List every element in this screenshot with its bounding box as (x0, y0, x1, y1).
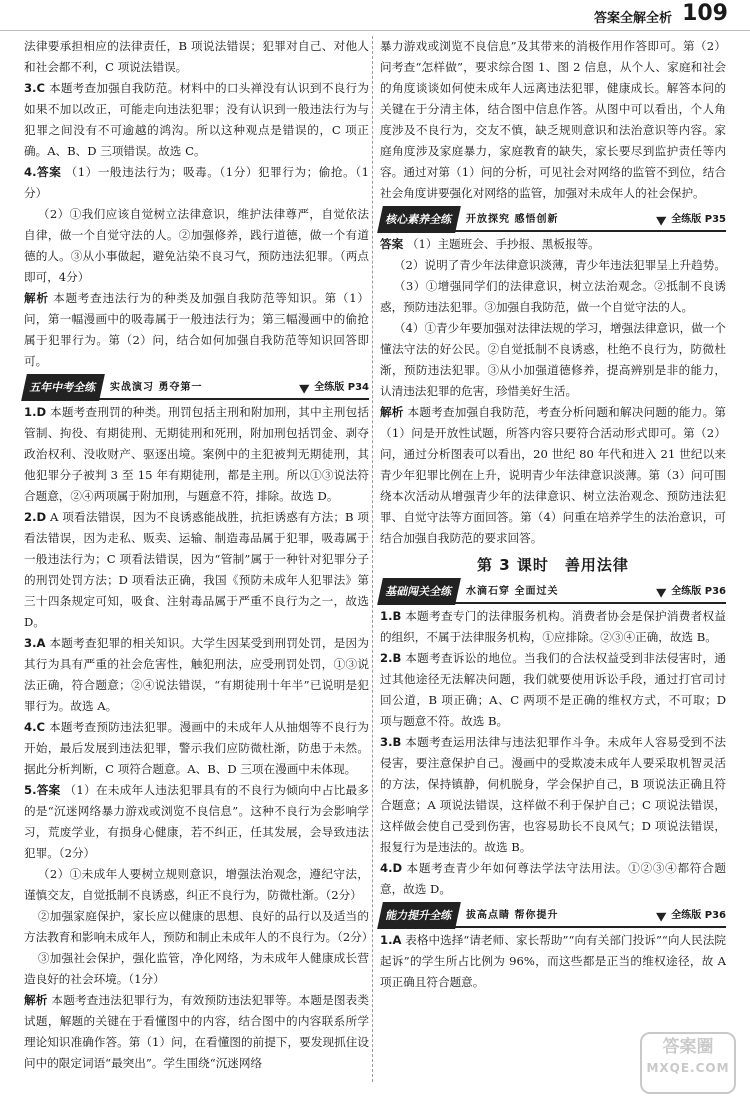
answer-item-5-part4: ③加强社会保护，强化监管，净化网络，为未成年人健康成长营造良好的社会环境。（1分） (24, 951, 369, 986)
banner-slogan: 水滴石穿 全面过关 (466, 585, 559, 597)
section-banner-exam (24, 376, 369, 400)
pen-icon (656, 212, 669, 225)
answer-item-3c (24, 78, 369, 162)
item-number: 4.答案 (24, 165, 62, 179)
banner-slogan: 拔高点睛 帮你提升 (466, 909, 559, 921)
banner-tag: 基础闯关全练 (377, 578, 461, 605)
watermark-url: MXQE.COM (646, 1061, 730, 1075)
analysis-text: 本题考查违法犯罪行为，有效预防违法犯罪等。本题是图表类试题，解题的关键在于看懂图中的内容，结合图中的内容联系所学理论知识准确作答。第（1）问，在看懂图的前提下，要发现抓住设问中的限定词语“最突出”。学生围绕“沉迷网络 (24, 993, 369, 1070)
site-watermark (640, 1032, 736, 1094)
banner-slogan: 实战演习 勇夺第一 (110, 381, 203, 393)
left-column (24, 36, 374, 1074)
item-text: A 项看法错误，因为不良诱惑能战胜，抗拒诱惑有方法；B 项看法错误，因为走私、贩卖、运输、制造毒品属于犯罪，吸毒属于一般违法行为；C 项看法错误，因为“管制”属于一种针对犯罪分子的刑罚处罚方法；D 项看法正确，我国《预防未成年人犯罪法》第三十四条规定可知，吸食、注射毒品属于严重不良行为之一，故选 D。 (24, 510, 370, 629)
banner-ref: 全练版 P34 (301, 377, 369, 398)
answer-ability-1: 1.A 表格中选择“请老师、家长帮助”“向有关部门投诉”“向人民法院起诉”的学生所占比例为 96%，而这些都是正当的维权途径，故 A 项正确且符合题意。 (380, 933, 727, 989)
answer-continuation: 法律要承担相应的法律责任，B 项说法错误；犯罪对自己、对他人和社会都不利，C 项说法错误。 (24, 39, 369, 74)
analysis-item-5 (24, 990, 369, 1074)
answer-item-5: 5.答案 （1）在未成年人违法犯罪具有的不良行为倾向中占比最多的是“沉迷网络暴力游戏或浏览不良信息”。这种不良行为会影响学习，荒废学业，有损身心健康，若不纠正，任其发展，会导致违法犯罪。（2分） (24, 783, 369, 860)
answer-basic-3: 3.B 本题考查运用法律与违法犯罪作斗争。未成年人容易受到不法侵害，要注意保护自己。漫画中的受欺凌未成年人要采取机智灵活的方法，保持镇静，伺机脱身，学会保护自己，B 项说法正确且符合题意；A 项说法错误，这样做不利于保护自己；C 项说法错误，这样做会使自己受到伤害，也容易助长不良风气；D 项说法错误，报复行为是违法的。故选 B。 (380, 735, 726, 854)
pen-icon (299, 380, 312, 393)
answer-label: 答案 (380, 237, 404, 251)
analysis-item-4 (24, 288, 369, 372)
page-number: 109 (682, 1, 728, 26)
answer-basic-4: 4.D 本题考查青少年如何尊法学法守法用法。①②③④都符合题意，故选 D。 (380, 861, 726, 896)
item-text: 本题考查专门的法律服务机构。消费者协会是保护消费者权益的组织，不属于法律服务机构，①应排除。②③④正确，故选 B。 (380, 609, 726, 644)
item-text: 本题考查预防违法犯罪。漫画中的未成年人从抽烟等不良行为开始，最后发展到违法犯罪，警示我们应防微杜渐，防患于未然。据此分析判断，C 项符合题意。A、B、D 三项在漫画中未体现。 (24, 720, 369, 776)
item-text: （1）在未成年人违法犯罪具有的不良行为倾向中占比最多的是“沉迷网络暴力游戏或浏览不良信息”。这种不良行为会影响学习，荒废学业，有损身心健康，若不纠正，任其发展，会导致违法犯罪。（2分） (24, 783, 369, 860)
answer-item-5-part2: （2）①未成年人要树立规则意识，增强法治观念，遵纪守法，谨慎交友，自觉抵制不良诱惑，纠正不良行为，防微杜渐。（2分） (24, 867, 369, 902)
answer-item-1d: 1.D 本题考查刑罚的种类。刑罚包括主刑和附加刑，其中主刑包括管制、拘役、有期徒刑、无期徒刑和死刑，附加刑包括罚金、剥夺政治权利、没收财产、驱逐出境。案例中的主犯被判无期徒刑，其他犯罪分子被判 3 至 15 年有期徒刑，都是主刑。所以①③说法符合题意，②④两项属于附加刑，与题意不符，排除。故选 D。 (24, 405, 369, 503)
banner-tag: 五年中考全练 (21, 374, 105, 401)
page-header (0, 0, 750, 31)
banner-ref: 全练版 P36 (658, 905, 726, 926)
banner-tag: 核心素养全练 (377, 206, 461, 233)
banner-ref: 全练版 P35 (658, 209, 726, 230)
analysis-label: 解析 (24, 291, 49, 305)
answer-core-2: （2）说明了青少年法律意识淡薄，青少年违法犯罪呈上升趋势。 (393, 258, 726, 272)
answer-core-1 (380, 234, 726, 255)
column-divider (372, 36, 373, 1082)
analysis-core (380, 402, 726, 549)
item-text: 本题考查犯罪的相关知识。大学生因某受到刑罚处罚，是因为其行为具有严重的社会危害性，触犯刑法，应受刑罚处罚，①③说法正确，符合题意；②④说法错误，“有期徒刑十年半”已说明是犯罪行为。故选 A。 (24, 636, 369, 713)
answer-item-4 (24, 162, 369, 204)
answer-item-2d: 2.D A 项看法错误，因为不良诱惑能战胜，抗拒诱惑有方法；B 项看法错误，因为走私、贩卖、运输、制造毒品属于犯罪，吸毒属于一般违法行为；C 项看法错误，因为“管制”属于一种针对犯罪分子的刑罚处罚方法；D 项看法正确，我国《预防未成年人犯罪法》第三十四条规定可知，吸食、注射毒品属于严重不良行为之一，故选 D。 (24, 510, 370, 629)
analysis-text: 本题考查加强自我防范，考查分析问题和解决问题的能力。第（1）问是开放性试题，所答内容只要符合活动形式即可。第（2）问，通过分析图表可以看出，20 世纪 80 年代和进入 21 世纪以来青少年犯罪比例在上升，说明青少年法律意识淡薄。第（3）问可围绕本次活动从增强青少年的法律意识、树立法治观念、预防违法犯罪、自觉守法等方面回答。第（4）问重在培养学生的法治意识，可结合加强自我防范的要求回答。 (380, 405, 726, 545)
analysis-label: 解析 (24, 993, 48, 1007)
watermark-logo-text: 答案圈 (662, 1037, 714, 1057)
answer-item-4-part2: （2）①我们应该自觉树立法律意识，维护法律尊严，自觉依法自律，做一个自觉守法的人。②加强修养，践行道德，做一个有道德的人。③从小事做起，避免沾染不良习气，预防违法犯罪。（两点即可，4分） (24, 207, 369, 284)
analysis-text: 本题考查违法行为的种类及加强自我防范等知识。第（1）问，第一幅漫画中的吸毒属于一般违法行为；第三幅漫画中的偷抢属于犯罪行为。第（2）问，结合如何加强自我防范等知识回答即可。 (24, 291, 369, 368)
item-text: 本题考查诉讼的地位。当我们的合法权益受到非法侵害时，通过其他途径无法解决问题，我们就要使用诉讼手段，通过打官司讨回公道，B 项正确；A、C 两项不是正确的维权方式，不可取；D 项与题意不符。故选 B。 (380, 651, 726, 728)
item-text: （1）主题班会、手抄报、黑板报等。 (406, 237, 600, 251)
answer-core-3: （3）①增强同学们的法律意识，树立法治观念。②抵制不良诱惑，预防违法犯罪。③加强自我防范，做一个自觉守法的人。 (380, 279, 726, 314)
banner-slogan: 开放探究 感悟创新 (466, 213, 559, 225)
section-banner-basic (380, 580, 726, 604)
item-text: 本题考查运用法律与违法犯罪作斗争。未成年人容易受到不法侵害，要注意保护自己。漫画中的受欺凌未成年人要采取机智灵活的方法，保持镇静，伺机脱身，学会保护自己，B 项说法正确且符合题意；A 项说法错误，这样做不利于保护自己；C 项说法错误，这样做会使自己受到伤害，也容易助长不良风气；D 项说法错误，报复行为是违法的。故选 B。 (380, 735, 726, 854)
item-text: 表格中选择“请老师、家长帮助”“向有关部门投诉”“向人民法院起诉”的学生所占比例为 96%，而这些都是正当的维权途径，故 A 项正确且符合题意。 (380, 933, 727, 989)
item-text: 本题考查刑罚的种类。刑罚包括主刑和附加刑，其中主刑包括管制、拘役、有期徒刑、无期徒刑和死刑，附加刑包括罚金、剥夺政治权利、没收财产、驱逐出境。案例中的主犯被判无期徒刑，其他犯罪分子被判 3 至 15 年有期徒刑，都是主刑。所以①③说法符合题意，②④两项属于附加刑，与题意不符，排除。故选 D。 (24, 405, 369, 503)
answer-basic-1: 1.B 本题考查专门的法律服务机构。消费者协会是保护消费者权益的组织，不属于法律服务机构，①应排除。②③④正确，故选 B。 (380, 609, 726, 644)
banner-tag: 能力提升全练 (377, 902, 461, 929)
right-column (380, 36, 726, 993)
answer-item-5-part3: ②加强家庭保护，家长应以健康的思想、良好的品行以及适当的方法教育和影响未成年人，预防和制止未成年人的不良行为。（2分） (24, 909, 374, 944)
item-text: 本题考查青少年如何尊法学法守法用法。①②③④都符合题意，故选 D。 (380, 861, 726, 896)
pen-icon (656, 908, 669, 921)
answer-core-4: （4）①青少年要加强对法律法规的学习，增强法律意识，做一个懂法守法的好公民。②自觉抵制不良诱惑，杜绝不良行为，防微杜渐，预防违法犯罪。③从小加强道德修养，提高辨别是非的能力，认清违法犯罪的危害，珍惜美好生活。 (380, 321, 726, 398)
item-text: （1）一般违法行为；吸毒。（1分）犯罪行为；偷抢。（1分） (24, 165, 370, 200)
section-banner-core (380, 208, 726, 232)
answer-basic-2: 2.B 本题考查诉讼的地位。当我们的合法权益受到非法侵害时，通过其他途径无法解决问题，我们就要使用诉讼手段，通过打官司讨回公道，B 项正确；A、C 两项不是正确的维权方式，不可取；D 项与题意不符。故选 B。 (380, 651, 726, 728)
analysis-label: 解析 (380, 405, 404, 419)
item-text: 本题考查加强自我防范。材料中的口头禅没有认识到不良行为如果不加以改正，可能走向违法犯罪；没有认识到一般违法行为与犯罪之间没有不可逾越的鸿沟。所以这种观点是错误的，C 项正确。A、B、D 三项错误。故选 C。 (24, 81, 369, 158)
banner-ref: 全练版 P36 (658, 581, 726, 602)
section-banner-ability (380, 904, 726, 928)
pen-icon (656, 584, 669, 597)
analysis-continuation: 暴力游戏或浏览不良信息”及其带来的消极作用作答即可。第（2）问考查“怎样做”，要求综合图 1、图 2 信息，从个人、家庭和社会的角度谈谈如何使未成年人远离违法犯罪，健康成长。解答本问的关键在于分清主体，结合图中信息作答。从图中可以看出，个人角度涉及不良行为，交友不慎，缺乏规则意识和法治意识等内容。家庭角度涉及家庭暴力，家庭教育的缺失，家长要尽到监护责任等内容。通过对第（1）问的分析，可见社会对网络的监管不到位，结合社会角度讲要强化对网络的监管，加强对未成年人的社会保护。 (380, 39, 726, 200)
answer-item-3a: 3.A 本题考查犯罪的相关知识。大学生因某受到刑罚处罚，是因为其行为具有严重的社会危害性，触犯刑法，应受刑罚处罚，①③说法正确，符合题意；②④说法错误，“有期徒刑十年半”已说明是犯罪行为。故选 A。 (24, 636, 369, 713)
answer-item-4c: 4.C 本题考查预防违法犯罪。漫画中的未成年人从抽烟等不良行为开始，最后发展到违法犯罪，警示我们应防微杜渐，防患于未然。据此分析判断，C 项符合题意。A、B、D 三项在漫画中未体现。 (24, 720, 369, 776)
item-number: 3.C (24, 81, 45, 95)
header-title: 答案全解全析 (593, 11, 672, 26)
lesson-title: 第 3 课时 善用法律 (477, 556, 629, 574)
